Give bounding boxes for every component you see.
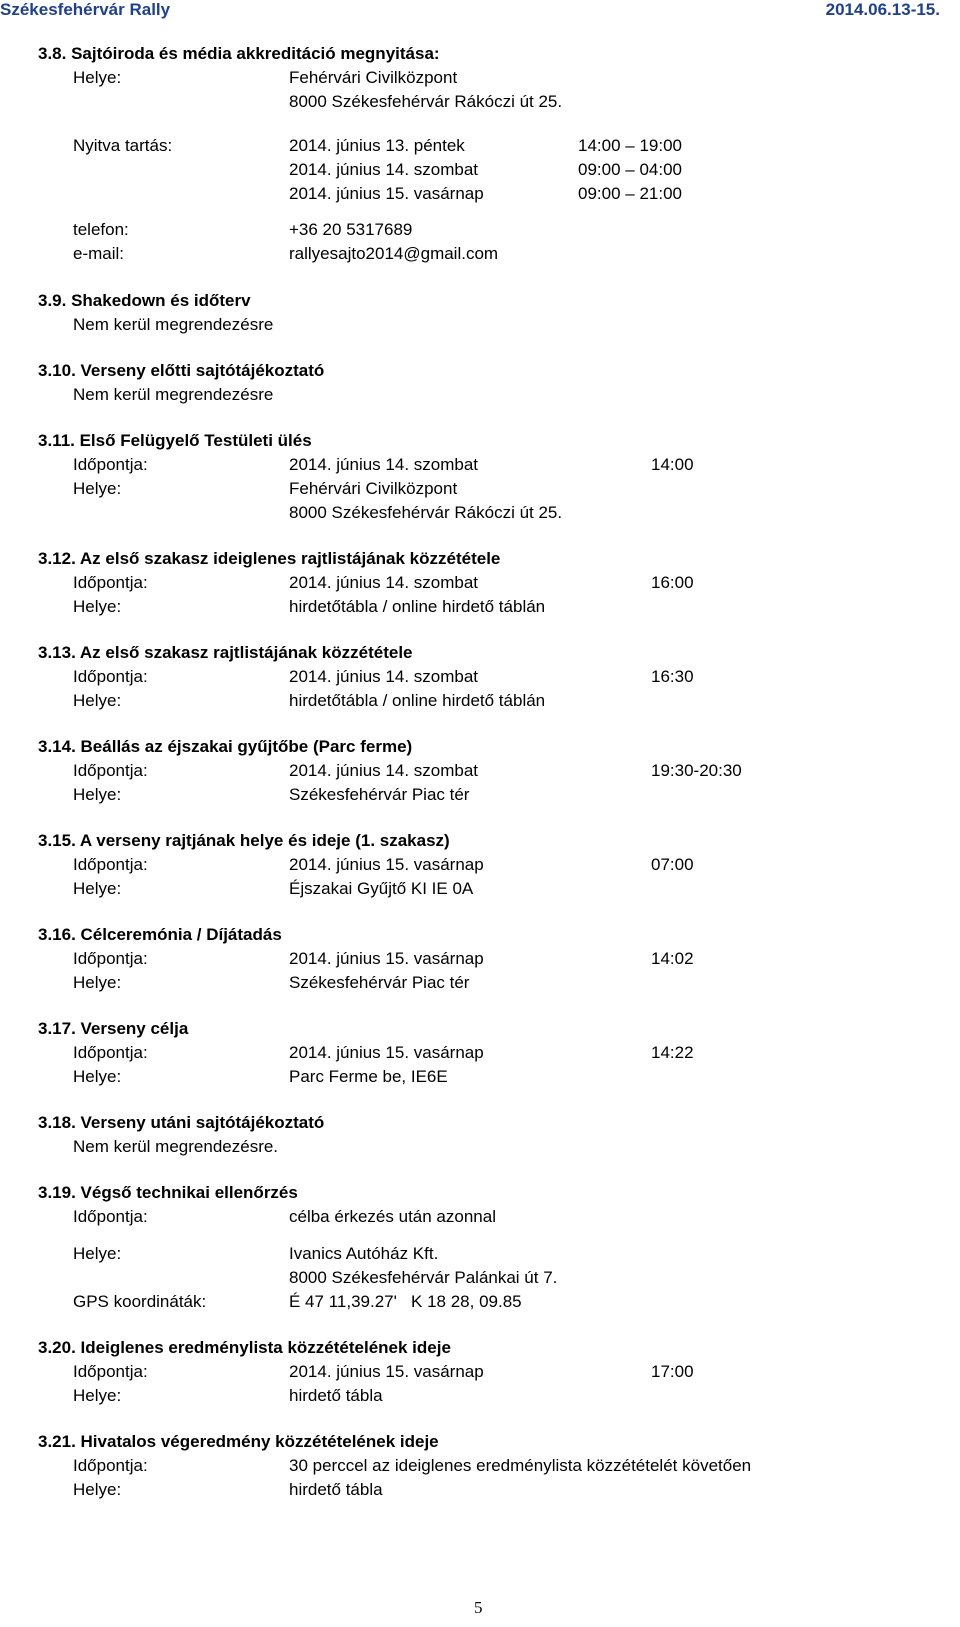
event-date: 2014. június 15. vasárnap: [289, 855, 484, 874]
section-3-17-title: 3.17. Verseny célja: [38, 1019, 189, 1038]
label-gps: GPS koordináták:: [73, 1292, 207, 1311]
place-value: Parc Ferme be, IE6E: [289, 1067, 448, 1086]
section-3-14-title: 3.14. Beállás az éjszakai gyűjtőbe (Parc ferme): [38, 737, 413, 756]
label-email: e-mail:: [73, 244, 125, 263]
label-place: Helye:: [73, 597, 122, 616]
event-date: 2014. június 15. vasárnap: [289, 1362, 484, 1381]
section-3-12-title: 3.12. Az első szakasz ideiglenes rajtlistájának közzététele: [38, 549, 501, 568]
label-place: Helye:: [73, 691, 122, 710]
section-3-15-title: 3.15. A verseny rajtjának helye és ideje (1. szakasz): [38, 831, 450, 850]
section-3-11-title: 3.11. Első Felügyelő Testületi ülés: [38, 431, 312, 450]
event-time: 19:30-20:30: [651, 761, 742, 780]
event-time: 14:02: [651, 949, 694, 968]
hours-day: 2014. június 13. péntek: [289, 136, 465, 155]
place-line-2: 8000 Székesfehérvár Palánkai út 7.: [289, 1268, 558, 1287]
label-place: Helye:: [73, 1244, 122, 1263]
label-time: Időpontja:: [73, 855, 148, 874]
email-value: rallyesajto2014@gmail.com: [289, 244, 499, 263]
place-line-1: Ivanics Autóház Kft.: [289, 1244, 439, 1263]
section-3-9-title: 3.9. Shakedown és időterv: [38, 291, 251, 310]
place-line-1: Fehérvári Civilközpont: [289, 68, 458, 87]
label-place: Helye:: [73, 1067, 122, 1086]
label-time: Időpontja:: [73, 667, 148, 686]
event-date: 2014. június 14. szombat: [289, 667, 479, 686]
hours-time: 09:00 – 04:00: [578, 160, 682, 179]
label-time: Időpontja:: [73, 455, 148, 474]
section-3-20-title: 3.20. Ideiglenes eredménylista közzétételének ideje: [38, 1338, 451, 1357]
phone-value: +36 20 5317689: [289, 220, 413, 239]
hours-day: 2014. június 15. vasárnap: [289, 184, 484, 203]
event-time-text: 30 perccel az ideiglenes eredménylista közzétételét követően: [289, 1456, 752, 1475]
event-time: 07:00: [651, 855, 694, 874]
section-note: Nem kerül megrendezésre: [73, 315, 274, 334]
label-phone: telefon:: [73, 220, 129, 239]
gps-value: É 47 11,39.27' K 18 28, 09.85: [289, 1292, 522, 1311]
event-time: 17:00: [651, 1362, 694, 1381]
event-date: 2014. június 14. szombat: [289, 455, 479, 474]
event-date: 2014. június 15. vasárnap: [289, 1043, 484, 1062]
hours-time: 09:00 – 21:00: [578, 184, 682, 203]
section-3-21-title: 3.21. Hivatalos végeredmény közzétételének ideje: [38, 1432, 439, 1451]
section-3-18-title: 3.18. Verseny utáni sajtótájékoztató: [38, 1113, 325, 1132]
hours-time: 14:00 – 19:00: [578, 136, 682, 155]
section-note: Nem kerül megrendezésre: [73, 385, 274, 404]
place-line-1: Fehérvári Civilközpont: [289, 479, 458, 498]
place-line-2: 8000 Székesfehérvár Rákóczi út 25.: [289, 92, 563, 111]
event-date: 2014. június 14. szombat: [289, 573, 479, 592]
label-time: Időpontja:: [73, 949, 148, 968]
event-date: 2014. június 14. szombat: [289, 761, 479, 780]
event-time: 14:00: [651, 455, 694, 474]
label-time: Időpontja:: [73, 1207, 148, 1226]
section-3-19-title: 3.19. Végső technikai ellenőrzés: [38, 1183, 298, 1202]
section-3-10-title: 3.10. Verseny előtti sajtótájékoztató: [38, 361, 325, 380]
label-place: Helye:: [73, 1480, 122, 1499]
label-time: Időpontja:: [73, 573, 148, 592]
place-value: hirdetőtábla / online hirdető táblán: [289, 597, 546, 616]
place-value: Éjszakai Gyűjtő KI IE 0A: [289, 879, 474, 898]
label-place: Helye:: [73, 479, 122, 498]
label-place: Helye:: [73, 1386, 122, 1405]
place-value: Székesfehérvár Piac tér: [289, 973, 470, 992]
label-time: Időpontja:: [73, 1043, 148, 1062]
place-value: hirdető tábla: [289, 1480, 383, 1499]
event-date: 2014. június 15. vasárnap: [289, 949, 484, 968]
place-value: hirdető tábla: [289, 1386, 383, 1405]
header-title: Székesfehérvár Rally: [0, 0, 171, 19]
section-3-16-title: 3.16. Célceremónia / Díjátadás: [38, 925, 282, 944]
label-place: Helye:: [73, 68, 122, 87]
section-3-13-title: 3.13. Az első szakasz rajtlistájának közzététele: [38, 643, 413, 662]
label-time: Időpontja:: [73, 1362, 148, 1381]
label-time: Időpontja:: [73, 761, 148, 780]
label-opening-hours: Nyitva tartás:: [73, 136, 173, 155]
header-date: 2014.06.13-15.: [825, 0, 940, 19]
label-place: Helye:: [73, 879, 122, 898]
label-place: Helye:: [73, 973, 122, 992]
event-time: 16:00: [651, 573, 694, 592]
section-3-8-title: 3.8. Sajtóiroda és média akkreditáció megnyitása:: [38, 44, 440, 63]
place-line-2: 8000 Székesfehérvár Rákóczi út 25.: [289, 503, 563, 522]
section-note: Nem kerül megrendezésre.: [73, 1137, 279, 1156]
hours-day: 2014. június 14. szombat: [289, 160, 479, 179]
place-value: Székesfehérvár Piac tér: [289, 785, 470, 804]
event-time-text: célba érkezés után azonnal: [289, 1207, 496, 1226]
page-header: [0, 0, 940, 24]
page-number: 5: [474, 1598, 483, 1617]
event-time: 14:22: [651, 1043, 694, 1062]
place-value: hirdetőtábla / online hirdető táblán: [289, 691, 546, 710]
label-place: Helye:: [73, 785, 122, 804]
event-time: 16:30: [651, 667, 694, 686]
label-time: Időpontja:: [73, 1456, 148, 1475]
